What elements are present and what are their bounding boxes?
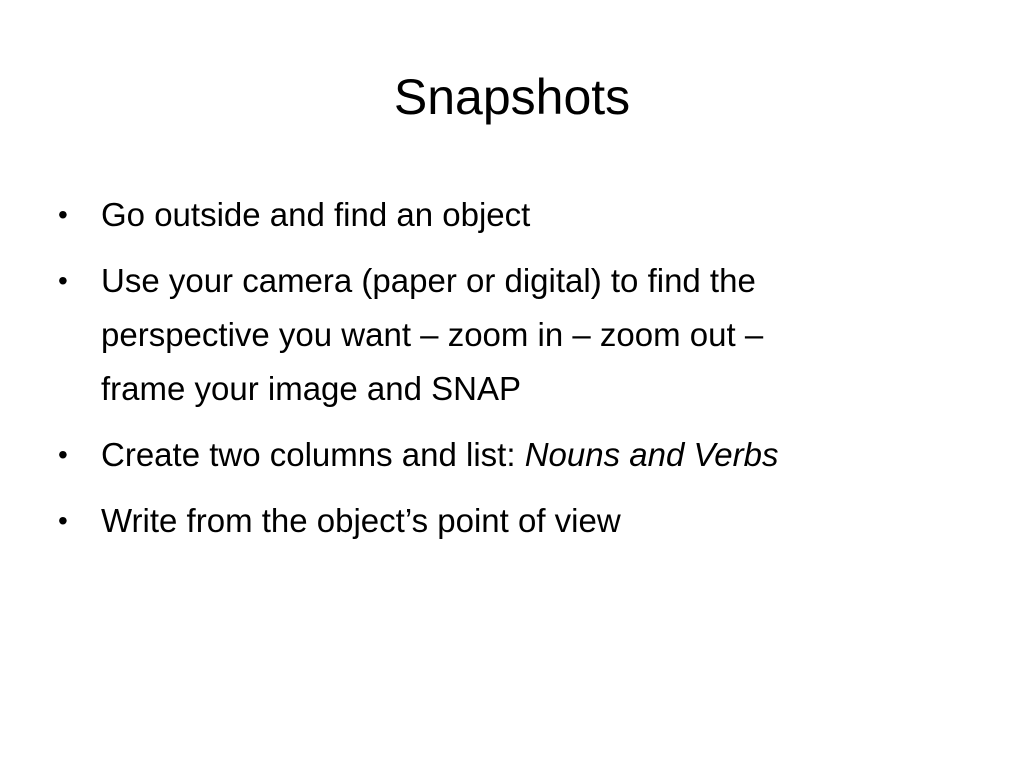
bullet-text-line: frame your image and SNAP <box>101 370 522 407</box>
bullet-item <box>58 494 958 548</box>
bullet-item <box>58 428 958 482</box>
bullet-emphasis: Nouns and Verbs <box>524 436 779 473</box>
bullet-text-line <box>101 428 958 482</box>
slide-title: Snapshots <box>393 69 631 125</box>
bullet-item <box>58 254 958 416</box>
bullet-text-line: Use your camera (paper or digital) to find the <box>101 262 756 299</box>
bullet-list <box>58 188 958 560</box>
bullet-text-line: perspective you want – zoom in – zoom out – <box>101 316 764 353</box>
bullet-icon: • <box>58 199 68 230</box>
bullet-text: Create two columns and list: <box>101 436 525 473</box>
bullet-text: Go outside and find an object <box>101 196 531 233</box>
bullet-text: Write from the object’s point of view <box>101 502 621 539</box>
bullet-icon: • <box>58 439 68 470</box>
bullet-item <box>58 188 958 242</box>
bullet-icon: • <box>58 265 68 296</box>
bullet-icon: • <box>58 505 68 536</box>
